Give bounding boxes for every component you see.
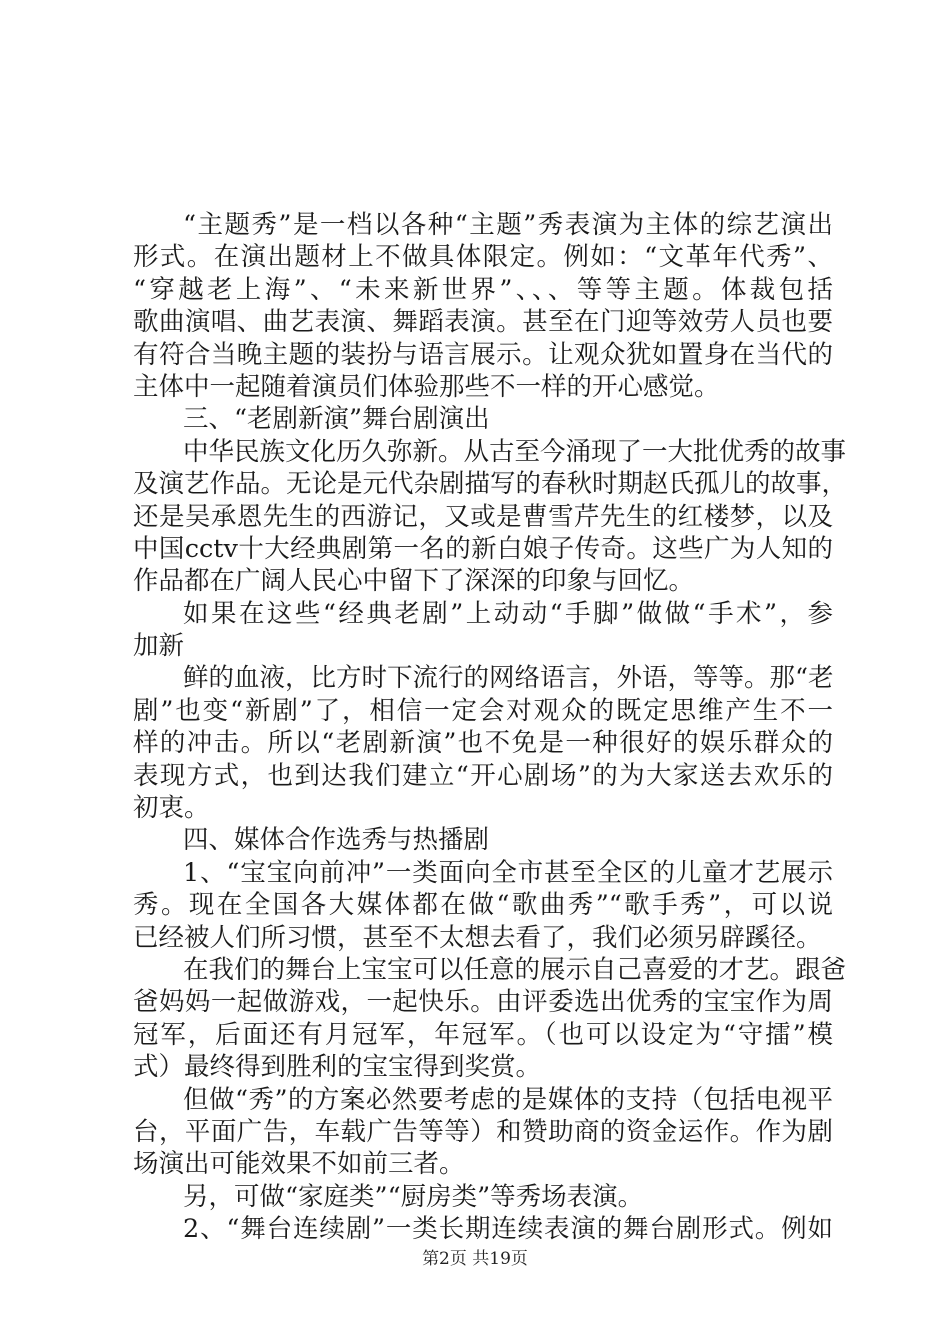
body-text — [133, 209, 848, 1246]
page-number-footer: 第2页 共19页 — [422, 1249, 528, 1269]
section-heading: 三、“老剧新演”舞台剧演出 — [183, 404, 490, 435]
paragraph-line: 加新 — [133, 631, 185, 662]
paragraph-line: 1、“宝宝向前冲”一类面向全市甚至全区的儿童才艺展示 — [183, 857, 833, 888]
paragraph-line: 中华民族文化历久弥新。从古至今涌现了一大批优秀的故事 — [183, 436, 847, 467]
paragraph-line: 主体中一起随着演员们体验那些不一样的开心感觉。 — [133, 371, 720, 402]
paragraph-line: 场演出可能效果不如前三者。 — [133, 1149, 465, 1180]
paragraph-line: 如果在这些“经典老剧”上动动“手脚”做做“手术”，参 — [183, 598, 833, 629]
paragraph-line: 歌曲演唱、曲艺表演、舞蹈表演。甚至在门迎等效劳人员也要 — [133, 307, 833, 338]
paragraph-line: 2、“舞台连续剧”一类长期连续表演的舞台剧形式。例如 — [183, 1214, 833, 1245]
paragraph-line: 秀。现在全国各大媒体都在做“歌曲秀”“歌手秀”，可以说 — [133, 890, 833, 921]
paragraph-line: 初衷。 — [133, 793, 210, 824]
paragraph-line: 式）最终得到胜利的宝宝得到奖赏。 — [133, 1052, 542, 1083]
paragraph-line: 表现方式，也到达我们建立“开心剧场”的为大家送去欢乐的 — [133, 760, 833, 791]
paragraph-line: 另，可做“家庭类”“厨房类”等秀场表演。 — [183, 1181, 644, 1212]
paragraph-line: 作品都在广阔人民心中留下了深深的印象与回忆。 — [133, 566, 695, 597]
paragraph-line: 冠军，后面还有月冠军，年冠军。（也可以设定为“守擂”模 — [133, 1019, 833, 1050]
paragraph-line: 但做“秀”的方案必然要考虑的是媒体的支持（包括电视平 — [183, 1084, 833, 1115]
paragraph-line: 鲜的血液，比方时下流行的网络语言，外语，等等。那“老 — [183, 663, 834, 694]
paragraph-line: 已经被人们所习惯，甚至不太想去看了，我们必须另辟蹊径。 — [133, 922, 822, 953]
paragraph-line: 有符合当晚主题的装扮与语言展示。让观众犹如置身在当代的 — [133, 339, 833, 370]
paragraph-line: 及演艺作品。无论是元代杂剧描写的春秋时期赵氏孤儿的故事， — [133, 469, 848, 500]
paragraph-line: 还是吴承恩先生的西游记，又或是曹雪芹先生的红楼梦，以及 — [133, 501, 833, 532]
paragraph-line: 台，平面广告，车载广告等等）和赞助商的资金运作。作为剧 — [133, 1116, 833, 1147]
paragraph-line: 爸妈妈一起做游戏，一起快乐。由评委选出优秀的宝宝作为周 — [133, 987, 833, 1018]
section-heading: 四、媒体合作选秀与热播剧 — [183, 825, 490, 856]
paragraph-line: 样的冲击。所以“老剧新演”也不免是一种很好的娱乐群众的 — [133, 728, 833, 759]
paragraph-line: 在我们的舞台上宝宝可以任意的展示自己喜爱的才艺。跟爸 — [183, 954, 847, 985]
paragraph-line: 形式。在演出题材上不做具体限定。例如：“文革年代秀”、 — [133, 242, 833, 273]
paragraph-line: 剧”也变“新剧”了，相信一定会对观众的既定思维产生不一 — [133, 695, 833, 726]
paragraph-line: 中国cctv十大经典剧第一名的新白娘子传奇。这些广为人知的 — [133, 533, 833, 564]
paragraph-line: “主题秀”是一档以各种“主题”秀表演为主体的综艺演出 — [183, 210, 833, 240]
paragraph-line: “穿越老上海”、“未来新世界”、、、等等主题。体裁包括 — [133, 274, 833, 305]
